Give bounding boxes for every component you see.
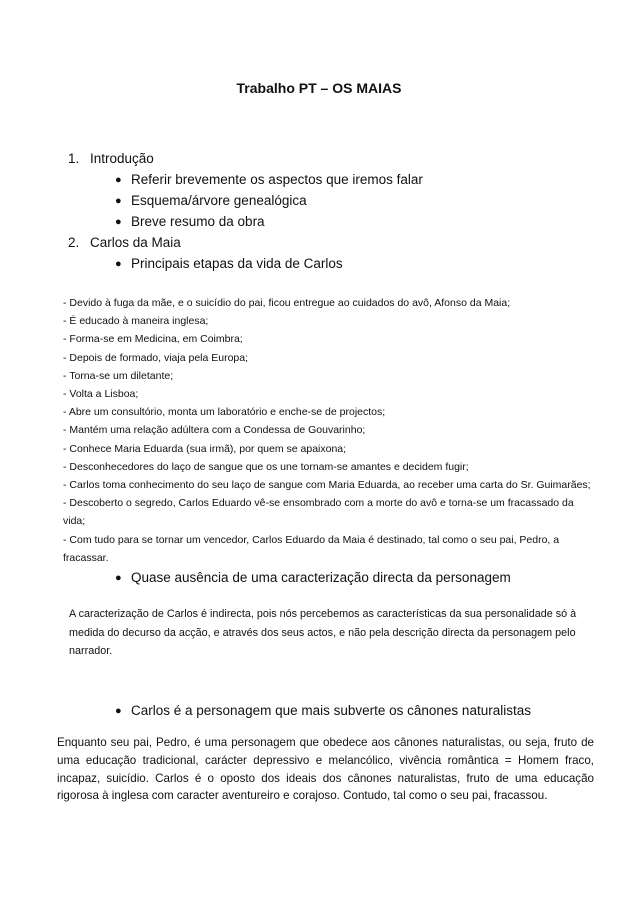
event-line: - Carlos toma conhecimento do seu laço de sangue com Maria Eduarda, ao receber uma carta do Sr. Guimarães; — [63, 479, 591, 492]
bullet-icon: ● — [115, 195, 122, 207]
section-number: 1. — [68, 151, 80, 166]
bullet-icon: ● — [115, 705, 122, 717]
bullet-text: Referir brevemente os aspectos que iremos falar — [131, 172, 423, 187]
event-line: - Devido à fuga da mãe, e o suicídio do pai, ficou entregue ao cuidados do avô, Afonso da Maia; — [63, 297, 511, 309]
bullet-item — [115, 570, 511, 585]
bullet-item — [115, 214, 265, 229]
bullet-icon: ● — [115, 216, 122, 228]
event-line: - Desconhecedores do laço de sangue que os une tornam-se amantes e decidem fugir; — [63, 460, 469, 473]
event-line: - Depois de formado, viaja pela Europa; — [63, 351, 249, 364]
bullet-icon: ● — [115, 572, 122, 584]
bullet-text: Principais etapas da vida de Carlos — [131, 256, 343, 271]
bullet-icon: ● — [115, 174, 122, 186]
characterization-paragraph: A caracterização de Carlos é indirecta, pois nós percebemos as características da sua personalidade só à medida do decurso da acção, e através dos seus actos, e não pela descrição directa da personagem pelo narrador. — [69, 608, 577, 657]
bullet-text: Esquema/árvore genealógica — [131, 193, 307, 208]
naturalism-paragraph: Enquanto seu pai, Pedro, é uma personagem que obedece aos cânones naturalistas, ou seja, fruto de uma educação tradicional, carácter depressivo e melancólico, vivência romântica = Homem fraco, incapaz, suicídio. Carlos é o oposto dos ideais dos cânones naturalistas, fruto de uma educação rigorosa à inglesa com caracter aventureiro e corajoso. Contudo, tal como o seu pai, fracassou. — [57, 736, 594, 803]
bullet-text: Breve resumo da obra — [131, 214, 265, 229]
event-line: - É educado à maneira inglesa; — [63, 315, 209, 328]
section-label: Introdução — [90, 151, 154, 166]
bullet-item — [115, 703, 531, 718]
bullet-item — [115, 172, 423, 187]
section-carlos-da-maia — [68, 235, 181, 250]
section-label: Carlos da Maia — [90, 235, 181, 250]
event-line: - Volta a Lisboa; — [63, 388, 139, 401]
event-line: - Forma-se em Medicina, em Coimbra; — [63, 333, 243, 346]
life-events-list — [63, 294, 598, 567]
event-line: - Abre um consultório, monta um laboratório e enche-se de projectos; — [63, 406, 386, 419]
bullet-icon: ● — [115, 258, 122, 270]
event-line: - Torna-se um diletante; — [63, 369, 174, 382]
bullet-text: Carlos é a personagem que mais subverte os cânones naturalistas — [131, 703, 531, 718]
section-introducao — [68, 151, 154, 166]
event-line: - Descoberto o segredo, Carlos Eduardo vê-se ensombrado com a morte do avô e torna-se um fracassado da vida; — [63, 497, 574, 528]
event-line: - Mantém uma relação adúltera com a Condessa de Gouvarinho; — [63, 424, 366, 437]
bullet-item — [115, 256, 343, 271]
document-title: Trabalho PT – OS MAIAS — [236, 80, 402, 96]
section-number: 2. — [68, 235, 80, 250]
bullet-item — [115, 193, 307, 208]
event-line: - Conhece Maria Eduarda (sua irmã), por quem se apaixona; — [63, 442, 347, 455]
bullet-text: Quase ausência de uma caracterização directa da personagem — [131, 570, 511, 585]
event-line: - Com tudo para se tornar um vencedor, Carlos Eduardo da Maia é destinado, tal como o seu pai, Pedro, a fracassar. — [63, 533, 560, 564]
